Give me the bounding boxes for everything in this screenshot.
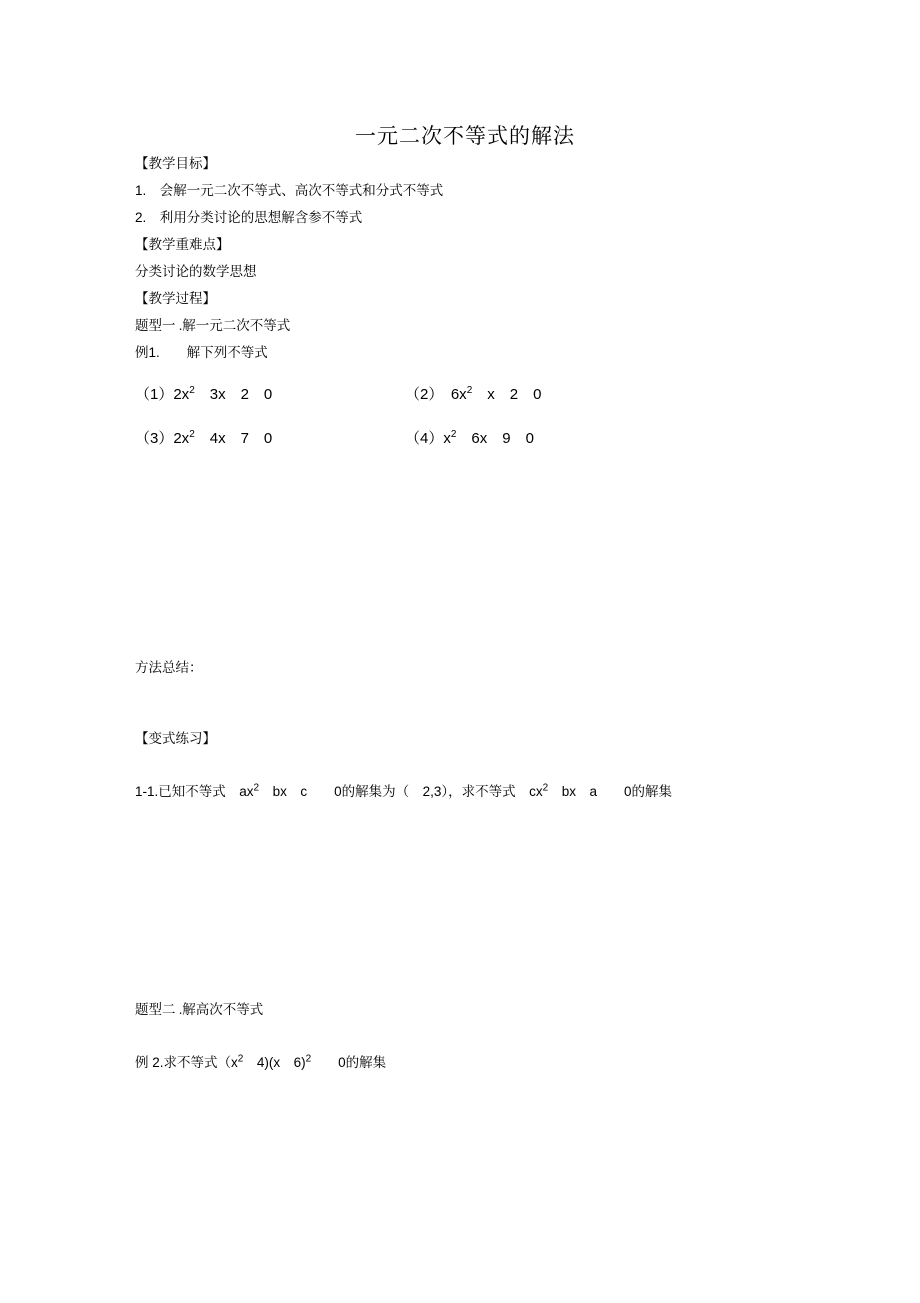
variant-problem-1 bbox=[135, 778, 795, 806]
equation-row-1 bbox=[135, 380, 795, 410]
example2-exponent-2: 2 bbox=[305, 1053, 312, 1065]
document-content bbox=[135, 0, 795, 1077]
work-space-1 bbox=[135, 454, 795, 654]
equation-row-2 bbox=[135, 424, 795, 454]
variant-practice-heading: 【变式练习】 bbox=[135, 731, 216, 746]
equation-2-label: （2） bbox=[405, 386, 436, 403]
variant-text-3: bx a 0的解集 bbox=[548, 784, 672, 799]
equation-3-label: （3） bbox=[135, 430, 174, 447]
objectives-heading: 【教学目标】 bbox=[135, 156, 216, 171]
process-heading: 【教学过程】 bbox=[135, 291, 216, 306]
method-summary-label: 方法总结： bbox=[135, 660, 203, 675]
example2-mid: 4)(x 6) bbox=[243, 1055, 306, 1070]
example1-label: 例1. 解下列不等式 bbox=[135, 345, 268, 360]
work-space-3 bbox=[135, 752, 795, 778]
key-points-heading: 【教学重难点】 bbox=[135, 237, 230, 252]
objective-item-2: 2. 利用分类讨论的思想解含参不等式 bbox=[135, 210, 363, 225]
variant-exponent-1: 2 bbox=[253, 782, 260, 794]
equation-1-label: （1） bbox=[135, 386, 174, 403]
equation-2-pre: 6x bbox=[435, 386, 467, 403]
example2-pre: 例 2.求不等式（x bbox=[135, 1055, 238, 1070]
type1-heading: 题型一 .解一元二次不等式 bbox=[135, 318, 291, 333]
example2-exponent-1: 2 bbox=[237, 1053, 244, 1065]
equation-4-label: （4） bbox=[405, 430, 444, 447]
equation-4-post: 6x 9 0 bbox=[456, 430, 534, 447]
equation-2-post: x 2 0 bbox=[472, 386, 542, 403]
equation-4-exponent: 2 bbox=[450, 429, 457, 440]
key-points-text: 分类讨论的数学思想 bbox=[135, 264, 257, 279]
example2-problem bbox=[135, 1049, 795, 1077]
equation-4-pre: x bbox=[443, 430, 451, 447]
work-space-2 bbox=[135, 681, 795, 725]
equation-3-pre: 2x bbox=[173, 430, 190, 447]
equation-1-post: 3x 2 0 bbox=[194, 386, 273, 403]
work-space-4 bbox=[135, 806, 795, 996]
work-space-5 bbox=[135, 1023, 795, 1049]
objective-item-1: 1. 会解一元二次不等式、高次不等式和分式不等式 bbox=[135, 183, 444, 198]
variant-exponent-2: 2 bbox=[542, 782, 549, 794]
page-title: 一元二次不等式的解法 bbox=[355, 124, 575, 148]
equation-1-exponent: 2 bbox=[189, 385, 195, 396]
type2-heading: 题型二 .解高次不等式 bbox=[135, 1002, 264, 1017]
equation-2 bbox=[405, 380, 795, 410]
example2-post: 0的解集 bbox=[311, 1055, 387, 1070]
equation-4 bbox=[405, 424, 795, 454]
equation-3-exponent: 2 bbox=[189, 429, 195, 440]
equation-2-exponent: 2 bbox=[466, 385, 473, 396]
equation-1-pre: 2x bbox=[173, 386, 190, 403]
variant-text-2: bx c 0的解集为（ 2,3），求不等式 cx bbox=[259, 784, 543, 799]
equation-3 bbox=[135, 424, 405, 454]
equation-3-post: 4x 7 0 bbox=[194, 430, 273, 447]
equation-1 bbox=[135, 380, 405, 410]
variant-text-1: 1-1.已知不等式 ax bbox=[135, 784, 254, 799]
